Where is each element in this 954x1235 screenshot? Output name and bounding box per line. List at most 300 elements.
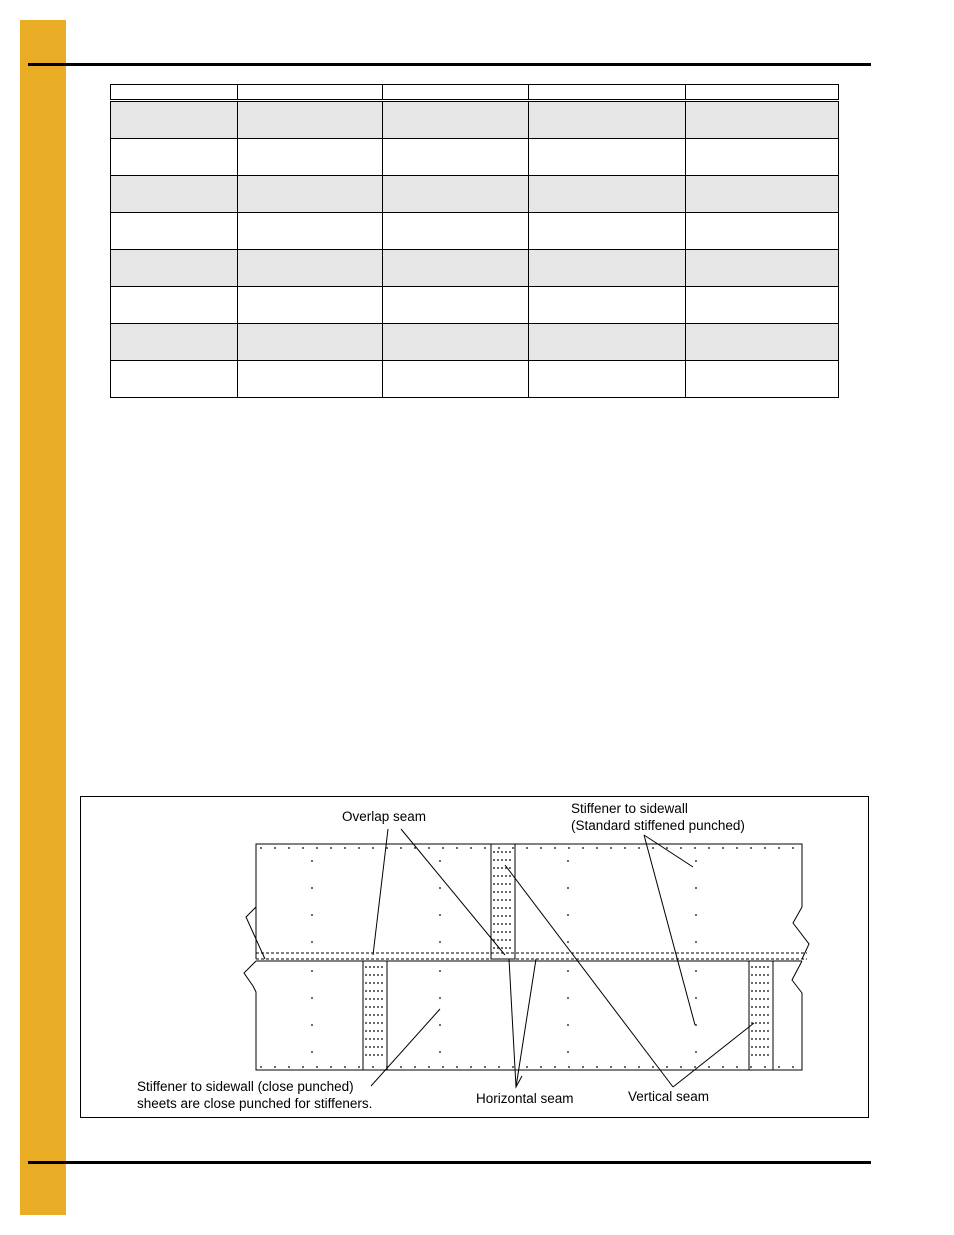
stiffener-hole xyxy=(751,974,753,976)
edge-hole xyxy=(568,847,570,849)
table-row xyxy=(111,287,839,324)
stiffener-hole xyxy=(497,923,499,925)
edge-hole xyxy=(442,847,444,849)
stiffener-hole xyxy=(381,1022,383,1024)
stiffener-hole xyxy=(501,851,503,853)
stiffener-hole xyxy=(365,1054,367,1056)
stiffener-hole xyxy=(505,891,507,893)
stiffener-hole xyxy=(497,851,499,853)
interior-hole xyxy=(439,1024,441,1026)
stiffener-hole xyxy=(501,859,503,861)
stiffener-hole xyxy=(501,891,503,893)
stiffener-hole xyxy=(497,907,499,909)
stiffener-hole xyxy=(501,875,503,877)
stiffener-hole xyxy=(767,1054,769,1056)
edge-hole xyxy=(302,847,304,849)
edge-hole xyxy=(484,847,486,849)
table-cell xyxy=(686,213,839,250)
edge-hole xyxy=(372,847,374,849)
edge-hole xyxy=(778,1066,780,1068)
vertical-seam-leader xyxy=(505,865,673,1087)
interior-hole xyxy=(695,1051,697,1053)
edge-hole xyxy=(778,847,780,849)
stiffener-hole xyxy=(509,907,511,909)
stiffener-hole xyxy=(509,931,511,933)
stiffener-hole xyxy=(497,899,499,901)
stiffener-hole xyxy=(497,891,499,893)
table-header-cell xyxy=(111,85,238,101)
edge-hole xyxy=(666,1066,668,1068)
stiffener-hole xyxy=(755,1038,757,1040)
stiffener-hole xyxy=(369,1038,371,1040)
table-header-cell xyxy=(383,85,529,101)
stiffener-hole xyxy=(377,990,379,992)
table-row xyxy=(111,213,839,250)
edge-hole xyxy=(652,1066,654,1068)
stiffener-hole xyxy=(373,990,375,992)
interior-hole xyxy=(311,914,313,916)
edge-hole xyxy=(302,1066,304,1068)
interior-hole xyxy=(311,887,313,889)
edge-hole xyxy=(372,1066,374,1068)
table-cell xyxy=(238,176,383,213)
stiffener-hole xyxy=(493,859,495,861)
edge-hole xyxy=(568,1066,570,1068)
edge-hole xyxy=(260,847,262,849)
edge-hole xyxy=(554,1066,556,1068)
stiffener-hole xyxy=(755,1022,757,1024)
interior-hole xyxy=(695,970,697,972)
stiffener-hole xyxy=(751,998,753,1000)
edge-hole xyxy=(470,1066,472,1068)
interior-hole xyxy=(567,1051,569,1053)
stiffener-hole xyxy=(509,939,511,941)
stiffener-hole xyxy=(505,915,507,917)
interior-hole xyxy=(567,914,569,916)
stiffener-hole xyxy=(365,998,367,1000)
table-cell xyxy=(529,324,686,361)
stiffener-hole xyxy=(369,1014,371,1016)
stiffener-hole xyxy=(381,1014,383,1016)
stiffener-hole xyxy=(767,990,769,992)
table-cell xyxy=(686,250,839,287)
table-row xyxy=(111,361,839,398)
edge-hole xyxy=(582,1066,584,1068)
stiffener-hole xyxy=(759,1030,761,1032)
stiffener-hole xyxy=(377,974,379,976)
edge-hole xyxy=(400,1066,402,1068)
edge-hole xyxy=(792,847,794,849)
edge-hole xyxy=(694,1066,696,1068)
interior-hole xyxy=(567,970,569,972)
horizontal-seam-leader xyxy=(516,959,536,1087)
stiffener-hole xyxy=(755,1014,757,1016)
table-cell xyxy=(238,324,383,361)
table-cell xyxy=(111,139,238,176)
stiffener-hole xyxy=(759,1046,761,1048)
interior-hole xyxy=(311,1024,313,1026)
edge-hole xyxy=(470,847,472,849)
edge-hole xyxy=(358,847,360,849)
edge-hole xyxy=(750,847,752,849)
stiffener-hole xyxy=(767,998,769,1000)
table-cell xyxy=(529,176,686,213)
stiffener-hole xyxy=(365,990,367,992)
table-cell xyxy=(383,139,529,176)
edge-hole xyxy=(750,1066,752,1068)
stiffener-hole xyxy=(365,1046,367,1048)
stiffener-hole xyxy=(493,923,495,925)
stiffener-hole xyxy=(759,974,761,976)
stiffener-hole xyxy=(763,990,765,992)
interior-hole xyxy=(311,860,313,862)
stiffener-hole xyxy=(509,947,511,949)
stiffener-hole xyxy=(377,1014,379,1016)
stiffener-hole xyxy=(493,899,495,901)
stiffener-hole xyxy=(373,982,375,984)
edge-hole xyxy=(736,1066,738,1068)
stiffener-hole xyxy=(763,1022,765,1024)
stiffener-hole xyxy=(767,1046,769,1048)
edge-hole xyxy=(764,1066,766,1068)
vertical-seam-leader xyxy=(673,1023,754,1087)
table-cell xyxy=(238,250,383,287)
edge-hole xyxy=(414,1066,416,1068)
stiffener-hole xyxy=(365,1038,367,1040)
table-cell xyxy=(238,287,383,324)
horizontal-seam-label: Horizontal seam xyxy=(476,1091,574,1106)
stiffener-hole xyxy=(501,907,503,909)
stiffener-hole xyxy=(505,851,507,853)
footer-rule xyxy=(28,1161,871,1164)
table-cell xyxy=(111,101,238,139)
interior-hole xyxy=(439,1051,441,1053)
stiffener-hole xyxy=(369,998,371,1000)
stiffener-hole xyxy=(505,923,507,925)
edge-hole xyxy=(596,847,598,849)
edge-hole xyxy=(638,1066,640,1068)
stiffener-hole xyxy=(509,867,511,869)
table-header-cell xyxy=(529,85,686,101)
side-accent-bar xyxy=(20,20,66,1215)
interior-hole xyxy=(695,887,697,889)
table-cell xyxy=(111,176,238,213)
stiffener-hole xyxy=(381,1006,383,1008)
table-cell xyxy=(111,250,238,287)
stiffener-hole xyxy=(365,1006,367,1008)
table-cell xyxy=(529,213,686,250)
edge-hole xyxy=(428,1066,430,1068)
table-cell xyxy=(383,361,529,398)
edge-hole xyxy=(274,1066,276,1068)
edge-hole xyxy=(358,1066,360,1068)
stiffener-hole xyxy=(751,1054,753,1056)
interior-hole xyxy=(439,941,441,943)
stiffener-hole xyxy=(377,1022,379,1024)
stiffener-hole xyxy=(505,883,507,885)
stiffener-hole xyxy=(755,966,757,968)
stiffener-hole xyxy=(759,990,761,992)
table-cell xyxy=(686,139,839,176)
edge-hole xyxy=(400,847,402,849)
table-header-cell xyxy=(238,85,383,101)
lower-sheet-outline xyxy=(244,961,802,1070)
table-header-row xyxy=(111,85,839,101)
table-row xyxy=(111,139,839,176)
stiffener-hole xyxy=(767,974,769,976)
spec-table xyxy=(110,84,839,398)
vertical-seam-label: Vertical seam xyxy=(628,1089,710,1104)
table-cell xyxy=(238,139,383,176)
edge-hole xyxy=(624,847,626,849)
sidewall-seam-diagram xyxy=(80,796,869,1118)
edge-hole xyxy=(428,847,430,849)
stiffener-hole xyxy=(373,966,375,968)
table-header-cell xyxy=(686,85,839,101)
table-row xyxy=(111,176,839,213)
stiffener-hole xyxy=(365,966,367,968)
stiffener-hole xyxy=(509,899,511,901)
table-cell xyxy=(529,139,686,176)
edge-hole xyxy=(456,847,458,849)
table-cell xyxy=(383,250,529,287)
stiffener-hole xyxy=(365,1022,367,1024)
stiffener-hole xyxy=(505,931,507,933)
edge-hole xyxy=(260,1066,262,1068)
edge-hole xyxy=(456,1066,458,1068)
table-cell xyxy=(686,324,839,361)
stiffener-hole xyxy=(381,990,383,992)
stiffener-hole xyxy=(509,915,511,917)
stiffener-hole xyxy=(369,1046,371,1048)
stiffener-hole xyxy=(767,982,769,984)
stiffener-hole xyxy=(759,1014,761,1016)
edge-hole xyxy=(540,1066,542,1068)
table-cell xyxy=(383,324,529,361)
edge-hole xyxy=(274,847,276,849)
stiffener-hole xyxy=(373,1006,375,1008)
table-cell xyxy=(383,287,529,324)
edge-hole xyxy=(330,1066,332,1068)
stiffener-hole xyxy=(493,931,495,933)
interior-hole xyxy=(311,997,313,999)
stiffener-hole xyxy=(497,931,499,933)
interior-hole xyxy=(567,887,569,889)
stiffener-hole xyxy=(377,1030,379,1032)
interior-hole xyxy=(695,860,697,862)
stiffener-hole xyxy=(501,931,503,933)
edge-hole xyxy=(764,847,766,849)
stiffener-hole xyxy=(373,974,375,976)
stiffener-hole xyxy=(377,998,379,1000)
stiffener-hole xyxy=(767,1014,769,1016)
stiffener-hole xyxy=(377,1054,379,1056)
table-cell xyxy=(686,101,839,139)
stiffener-hole xyxy=(369,974,371,976)
stiffener-hole xyxy=(381,1046,383,1048)
stiffener-hole xyxy=(493,915,495,917)
interior-hole xyxy=(439,914,441,916)
stiffener-hole xyxy=(381,966,383,968)
stiffener-hole xyxy=(497,939,499,941)
stiffener-hole xyxy=(381,1054,383,1056)
stiffener-hole xyxy=(509,859,511,861)
interior-hole xyxy=(311,970,313,972)
table-cell xyxy=(383,176,529,213)
stiffener-hole xyxy=(505,859,507,861)
stiffener-hole xyxy=(377,1038,379,1040)
table-cell xyxy=(529,101,686,139)
interior-hole xyxy=(311,1051,313,1053)
stiffener-hole xyxy=(751,1030,753,1032)
stiffener-close-label-line1: Stiffener to sidewall (close punched) xyxy=(137,1079,354,1094)
stiffener-hole xyxy=(493,851,495,853)
edge-hole xyxy=(554,847,556,849)
stiffener-standard-label-line2: (Standard stiffened punched) xyxy=(571,818,745,833)
edge-hole xyxy=(722,1066,724,1068)
stiffener-hole xyxy=(493,867,495,869)
stiffener-hole xyxy=(751,1038,753,1040)
stiffener-hole xyxy=(509,883,511,885)
stiffener-hole xyxy=(755,990,757,992)
interior-hole xyxy=(567,1024,569,1026)
sidewall-sheets-drawing xyxy=(81,797,870,1119)
stiffener-hole xyxy=(751,1046,753,1048)
stiffener-hole xyxy=(751,982,753,984)
stiffener-hole xyxy=(759,1054,761,1056)
interior-hole xyxy=(439,970,441,972)
stiffener-hole xyxy=(763,966,765,968)
stiffener-hole xyxy=(493,947,495,949)
stiffener-hole xyxy=(493,907,495,909)
table-cell xyxy=(238,101,383,139)
table-cell xyxy=(529,250,686,287)
horizontal-seam-leader xyxy=(509,959,522,1087)
stiffener-hole xyxy=(373,998,375,1000)
stiffener-hole xyxy=(755,1054,757,1056)
table-cell xyxy=(529,287,686,324)
stiffener-hole xyxy=(501,899,503,901)
interior-hole xyxy=(311,941,313,943)
stiffener-hole xyxy=(763,1038,765,1040)
edge-hole xyxy=(442,1066,444,1068)
stiffener-hole xyxy=(381,1030,383,1032)
stiffener-hole xyxy=(497,883,499,885)
stiffener-hole xyxy=(369,990,371,992)
edge-hole xyxy=(316,847,318,849)
edge-hole xyxy=(512,847,514,849)
stiffener-hole xyxy=(763,1030,765,1032)
edge-hole xyxy=(582,847,584,849)
stiffener-hole xyxy=(763,982,765,984)
stiffener-hole xyxy=(751,990,753,992)
stiffener-hole xyxy=(751,1006,753,1008)
stiffener-hole xyxy=(505,939,507,941)
stiffener-hole xyxy=(505,907,507,909)
interior-hole xyxy=(695,941,697,943)
stiffener-hole xyxy=(759,1006,761,1008)
edge-hole xyxy=(638,847,640,849)
stiffener-hole xyxy=(509,875,511,877)
stiffener-hole xyxy=(497,867,499,869)
stiffener-hole xyxy=(505,899,507,901)
table-cell xyxy=(238,361,383,398)
stiffener-hole xyxy=(755,1046,757,1048)
stiffener-hole xyxy=(755,1030,757,1032)
overlap-seam-leader xyxy=(401,829,505,955)
edge-hole xyxy=(666,847,668,849)
stiffener-hole xyxy=(493,891,495,893)
stiffener-hole xyxy=(767,1022,769,1024)
stiffener-hole xyxy=(759,998,761,1000)
table-cell xyxy=(238,213,383,250)
stiffener-hole xyxy=(497,875,499,877)
stiffener-hole xyxy=(369,1006,371,1008)
edge-hole xyxy=(288,847,290,849)
edge-hole xyxy=(680,847,682,849)
stiffener-hole xyxy=(365,982,367,984)
stiffener-hole xyxy=(365,1030,367,1032)
stiffener-hole xyxy=(751,966,753,968)
stiffener-hole xyxy=(365,1014,367,1016)
interior-hole xyxy=(439,997,441,999)
interior-hole xyxy=(567,997,569,999)
stiffener-hole xyxy=(365,974,367,976)
overlap-seam-label: Overlap seam xyxy=(342,809,427,824)
stiffener-hole xyxy=(493,875,495,877)
stiffener-hole xyxy=(505,875,507,877)
stiffener-hole xyxy=(501,883,503,885)
stiffener-hole xyxy=(759,982,761,984)
edge-hole xyxy=(708,1066,710,1068)
edge-hole xyxy=(512,1066,514,1068)
table-cell xyxy=(111,287,238,324)
stiffener-hole xyxy=(501,923,503,925)
edge-hole xyxy=(330,847,332,849)
edge-hole xyxy=(526,847,528,849)
edge-hole xyxy=(484,1066,486,1068)
table-cell xyxy=(529,361,686,398)
stiffener-hole xyxy=(755,974,757,976)
overlap-seam-leader xyxy=(373,829,388,955)
table-row xyxy=(111,250,839,287)
edge-hole xyxy=(736,847,738,849)
stiffener-hole xyxy=(767,1030,769,1032)
edge-hole xyxy=(596,1066,598,1068)
stiffener-hole xyxy=(381,974,383,976)
edge-hole xyxy=(792,1066,794,1068)
stiffener-hole xyxy=(755,1006,757,1008)
stiffener-hole xyxy=(505,947,507,949)
edge-hole xyxy=(344,847,346,849)
stiffener-hole xyxy=(763,1014,765,1016)
table-cell xyxy=(111,361,238,398)
table-cell xyxy=(111,324,238,361)
interior-hole xyxy=(439,860,441,862)
table-cell xyxy=(686,176,839,213)
stiffener-hole xyxy=(373,1014,375,1016)
stiffener-hole xyxy=(497,915,499,917)
interior-hole xyxy=(695,914,697,916)
stiffener-hole xyxy=(767,1038,769,1040)
stiffener-hole xyxy=(755,982,757,984)
edge-hole xyxy=(680,1066,682,1068)
edge-hole xyxy=(694,847,696,849)
stiffener-hole xyxy=(373,1054,375,1056)
edge-hole xyxy=(540,847,542,849)
table-cell xyxy=(383,213,529,250)
stiffener-hole xyxy=(373,1038,375,1040)
